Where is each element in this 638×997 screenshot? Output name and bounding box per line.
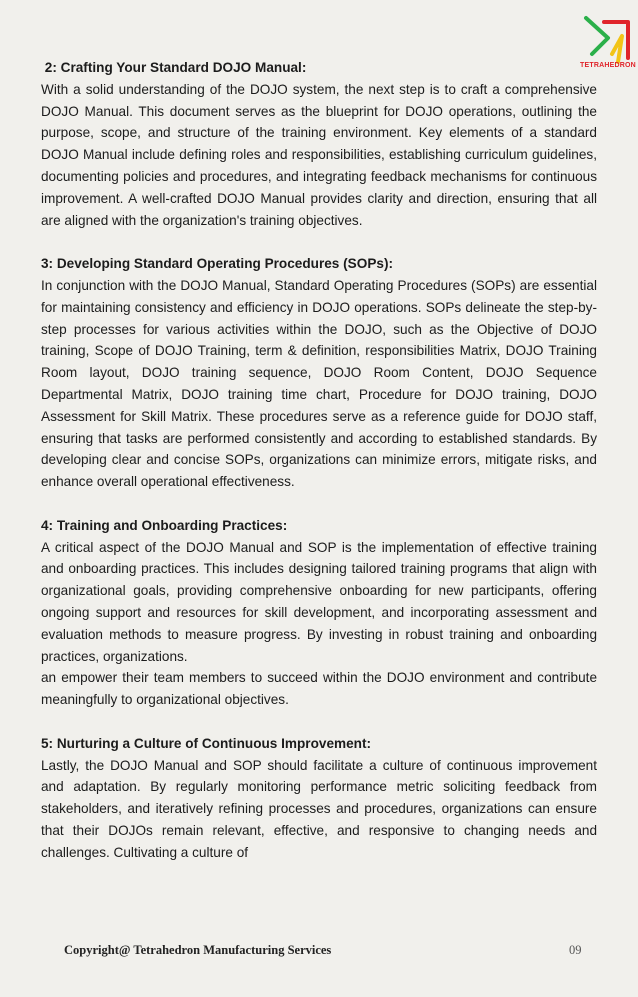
- section-paragraph: In conjunction with the DOJO Manual, Standard Operating Procedures (SOPs) are essential for maintaining consistency and efficiency in DOJO operations. SOPs delineate the step-by-step processes for various activities within the DOJO, such as the Objective of DOJO training, Scope of DOJO Training, term & definition, responsibilities Matrix, DOJO Training Room layout, DOJO training sequence, DOJO Room Content, DOJO Sequence Departmental Matrix, DOJO training time chart, Procedure for DOJO training, DOJO Assessment for Skill Matrix. These procedures serve as a reference guide for DOJO staff, ensuring that tasks are performed consistently and according to established standards. By developing clear and concise SOPs, organizations can minimize errors, mitigate risks, and enhance overall operational effectiveness.: [41, 277, 597, 490]
- footer-copyright: Copyright@ Tetrahedron Manufacturing Services: [64, 943, 332, 957]
- logo-wordmark: TETRAHEDRON: [580, 62, 636, 69]
- section-heading: 4: Training and Onboarding Practices:: [41, 517, 288, 533]
- section-paragraph: A critical aspect of the DOJO Manual and SOP is the implementation of effective training and onboarding practices. This includes designing tailored training programs that align with organizational goals, providing comprehensive onboarding for new participants, offering ongoing support and resources for skill development, and incorporating assessment and evaluation methods to measure progress. By investing in robust training and onboarding practices, organizations.: [41, 539, 597, 664]
- section-heading: 3: Developing Standard Operating Procedures (SOPs):: [41, 256, 393, 272]
- section-heading: 5: Nurturing a Culture of Continuous Improvement:: [41, 735, 372, 751]
- document-body: [41, 57, 597, 863]
- section-paragraph-continued: an empower their team members to succeed within the DOJO environment and contribute meaningfully to organizational objectives.: [41, 670, 597, 708]
- page-number: 09: [569, 943, 582, 957]
- section-continuous-improvement: [41, 733, 597, 864]
- section-paragraph: Lastly, the DOJO Manual and SOP should facilitate a culture of continuous improvement and adaptation. By regularly monitoring performance metric soliciting feedback from stakeholders, and iteratively refining processes and procedures, organizations can ensure that their DOJOs remain relevant, effective, and responsive to changing needs and challenges. Cultivating a culture of: [41, 757, 597, 860]
- section-sops: [41, 253, 597, 493]
- section-paragraph: With a solid understanding of the DOJO system, the next step is to craft a comprehensive DOJO Manual. This document serves as the blueprint for DOJO operations, outlining the purpose, scope, and structure of the training environment. Key elements of a standard DOJO Manual include defining roles and responsibilities, establishing curriculum guidelines, documenting policies and procedures, and integrating feedback mechanisms for continuous improvement. A well-crafted DOJO Manual provides clarity and direction, ensuring that all are aligned with the organization's training objectives.: [41, 81, 597, 228]
- section-training-onboarding: [41, 515, 597, 711]
- section-crafting-manual: [41, 57, 597, 231]
- section-heading: 2: Crafting Your Standard DOJO Manual:: [41, 60, 307, 75]
